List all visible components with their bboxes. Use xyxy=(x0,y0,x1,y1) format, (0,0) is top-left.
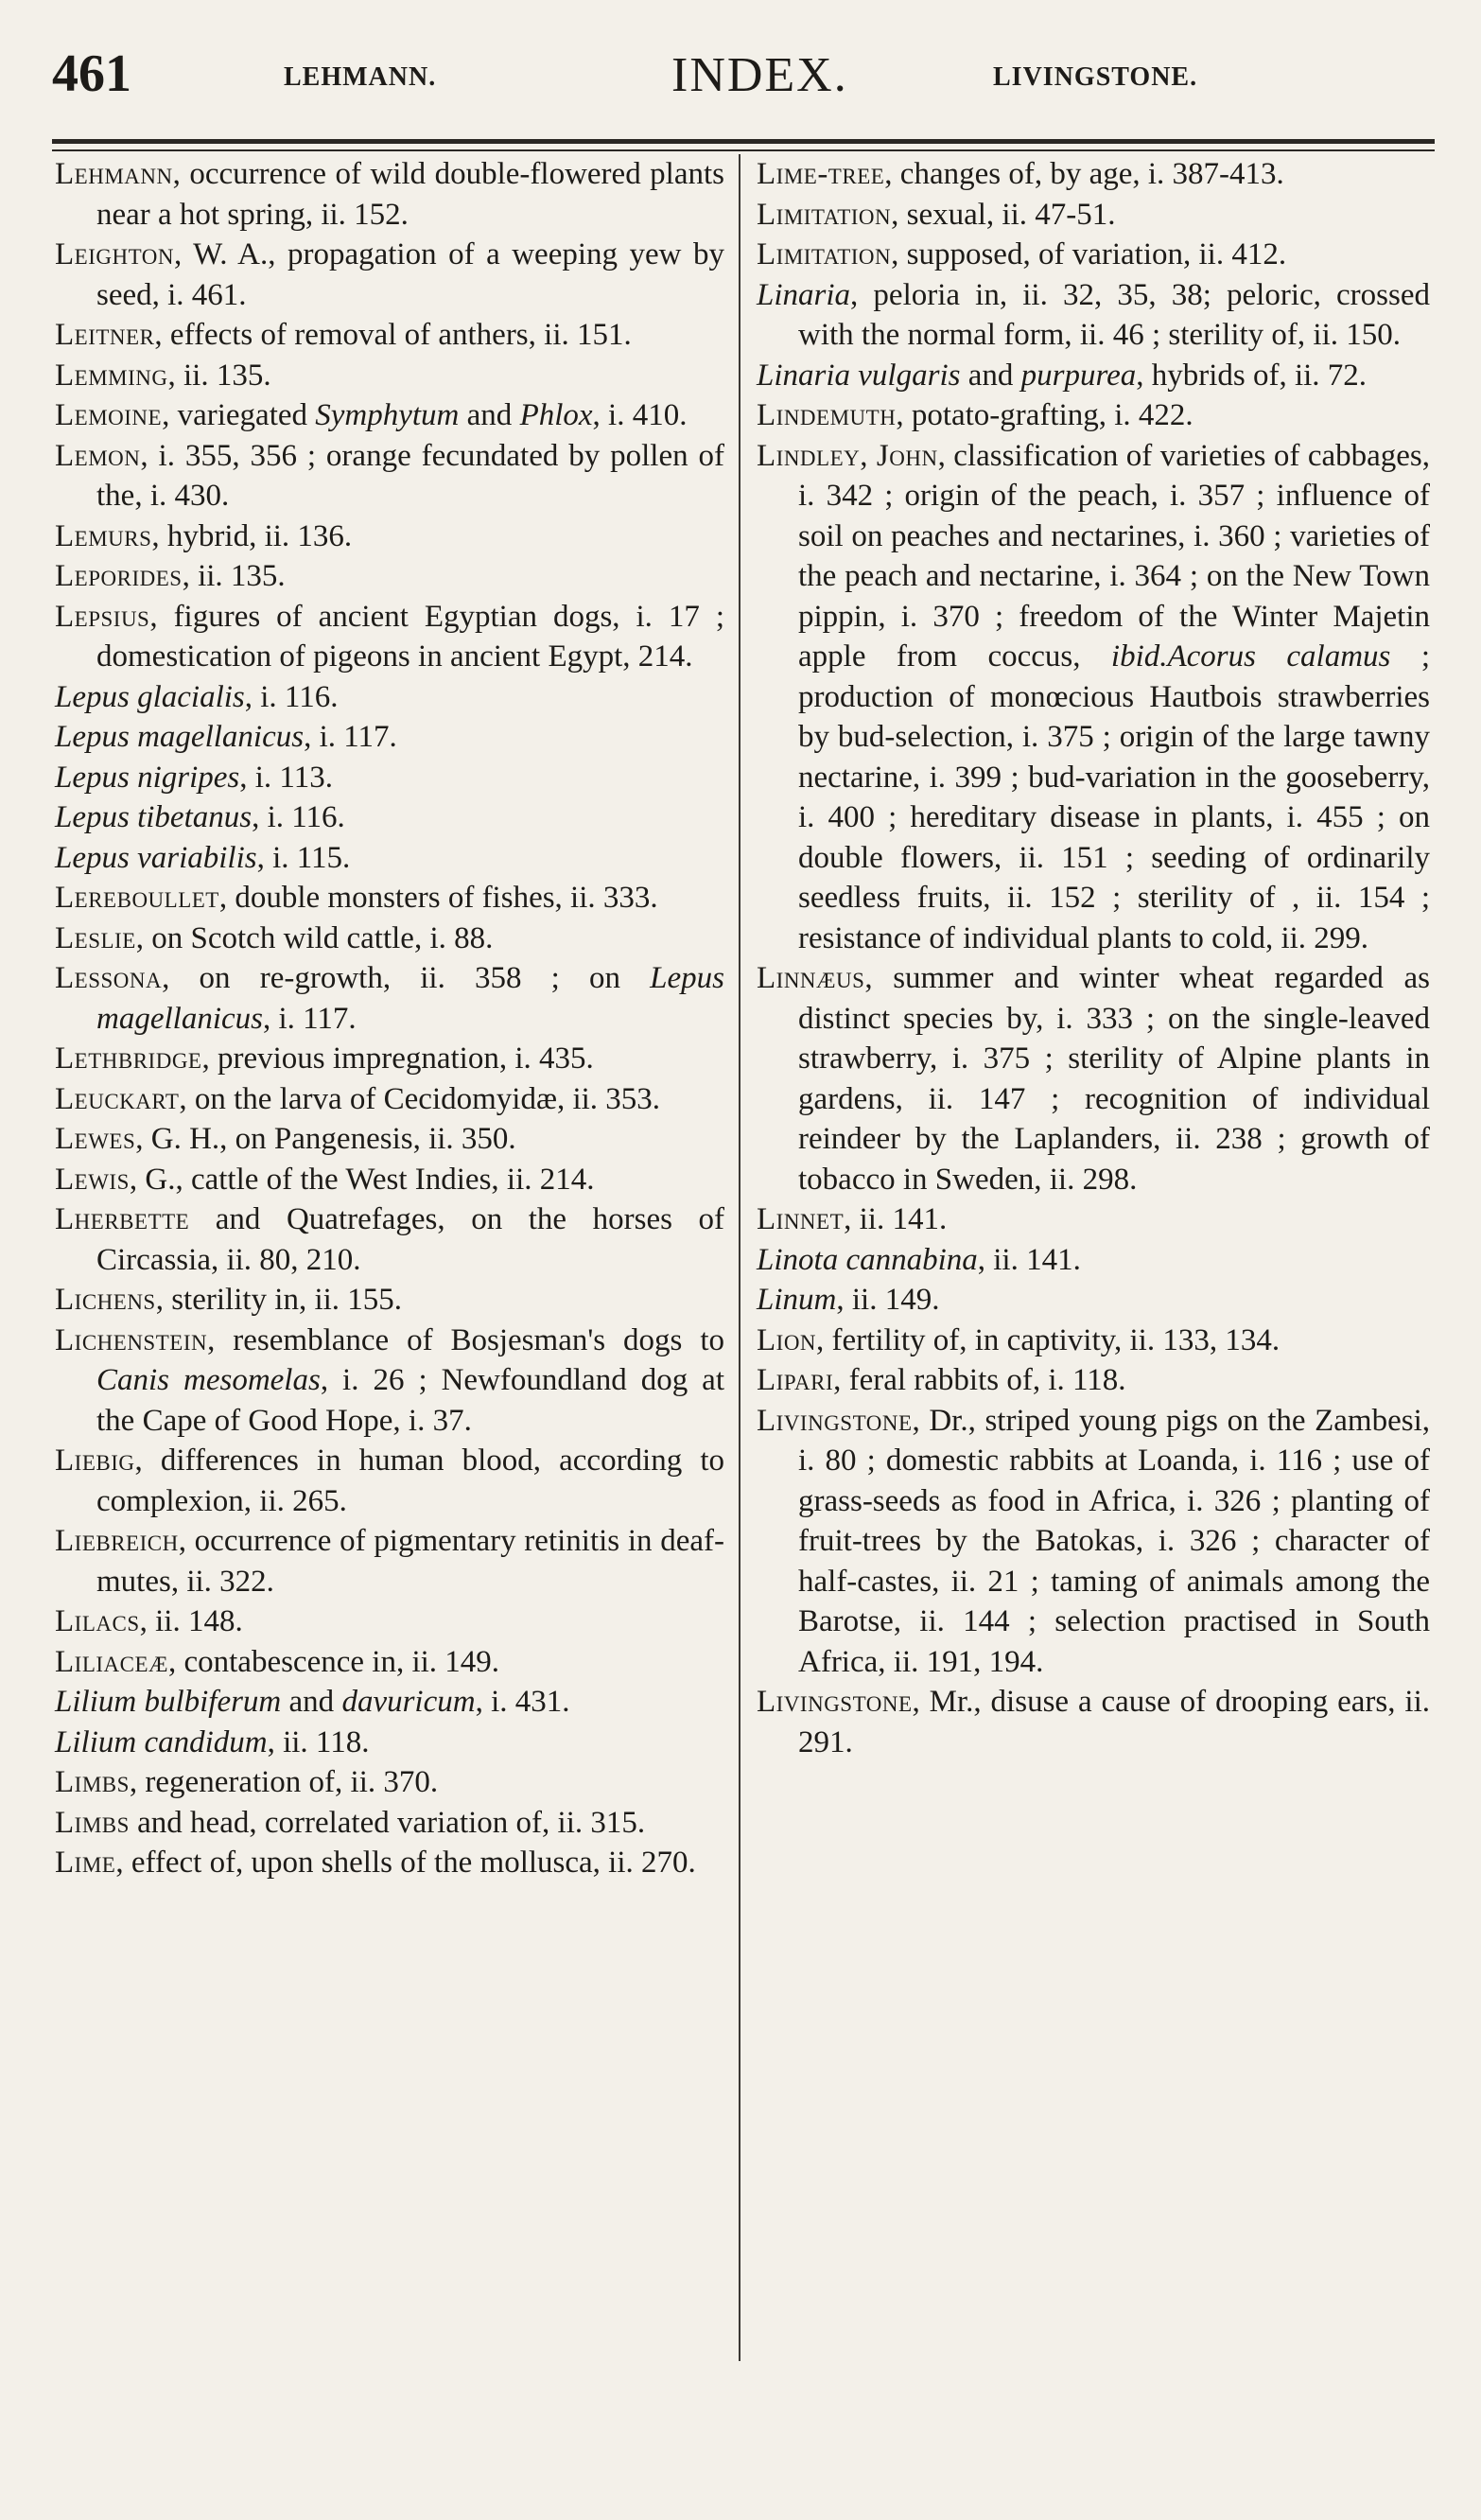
entry-italic-term: Linaria xyxy=(757,277,851,312)
entry-headword: Lewis xyxy=(55,1162,130,1197)
index-entry xyxy=(757,235,1430,275)
index-entry xyxy=(55,1723,724,1763)
index-entry xyxy=(757,1401,1430,1683)
left-index-column xyxy=(55,154,724,1883)
entry-text: , ii. 148. xyxy=(139,1604,243,1638)
entry-text: , fertility of, in captivity, ii. 133, 134. xyxy=(816,1322,1281,1357)
index-entry xyxy=(55,1642,724,1683)
index-entry xyxy=(55,1039,724,1079)
index-entry xyxy=(55,677,724,718)
entry-headword: Lichens xyxy=(55,1283,156,1317)
entry-text: , G. H., on Pangenesis, ii. 350. xyxy=(135,1122,516,1156)
index-entry xyxy=(55,958,724,1039)
index-entry xyxy=(55,154,724,235)
column-divider xyxy=(739,154,740,2361)
entry-text: , ii. 135. xyxy=(167,358,271,393)
entry-italic-term: Acorus calamus xyxy=(1167,639,1391,674)
index-entry xyxy=(757,154,1430,195)
index-entry xyxy=(757,1199,1430,1240)
right-index-column xyxy=(757,154,1430,1762)
entry-text: , figures of ancient Egyptian dogs, i. 17 ; domestication of pigeons in ancient Egypt, 214. xyxy=(96,599,724,674)
index-entry xyxy=(757,356,1430,396)
index-entry xyxy=(55,597,724,677)
entry-headword: Liliaceæ xyxy=(55,1644,168,1679)
index-entry xyxy=(55,919,724,959)
index-entry xyxy=(55,1199,724,1280)
entry-headword: Limbs xyxy=(55,1805,130,1840)
entry-text: , i. 113. xyxy=(239,760,333,795)
index-entry xyxy=(757,1321,1430,1361)
entry-text: , double monsters of fishes, ii. 333. xyxy=(218,881,658,915)
entry-text: , feral rabbits of, i. 118. xyxy=(833,1363,1126,1397)
entry-text: , variegated xyxy=(162,398,316,432)
entry-text: , ii. 118. xyxy=(267,1724,370,1759)
index-entry xyxy=(55,1079,724,1120)
entry-text: , on Scotch wild cattle, i. 88. xyxy=(135,920,494,955)
header-rule-thin xyxy=(52,149,1435,151)
index-entry xyxy=(55,516,724,557)
entry-headword: Lindley, John xyxy=(757,438,938,473)
index-entry xyxy=(55,315,724,356)
entry-text: , sterility in, ii. 155. xyxy=(155,1283,403,1317)
entry-text: , occurrence of wild double-flowered plants near a hot spring, ii. 152. xyxy=(96,157,724,232)
entry-headword: Lereboullet xyxy=(55,881,219,915)
entry-italic-term: Lepus nigripes xyxy=(55,760,240,795)
entry-headword: Limitation xyxy=(757,197,892,232)
index-entry xyxy=(55,1601,724,1642)
index-entry xyxy=(757,958,1430,1199)
entry-text: , i. 117. xyxy=(304,720,397,754)
entry-italic-term: Symphytum xyxy=(315,398,460,432)
entry-italic-term: Lepus magellanicus xyxy=(55,720,305,754)
entry-text: , effect of, upon shells of the mollusca, ii. 270. xyxy=(115,1846,696,1880)
index-entry xyxy=(757,275,1430,356)
index-entry xyxy=(55,1843,724,1883)
entry-headword: Livingstone xyxy=(757,1685,913,1719)
entry-italic-term: Linota cannabina xyxy=(757,1242,978,1277)
index-entry xyxy=(757,195,1430,236)
entry-headword: Leitner xyxy=(55,318,155,352)
header-rule-thick xyxy=(52,139,1435,144)
index-entry xyxy=(55,1762,724,1803)
entry-text: and xyxy=(960,358,1021,393)
entry-text: , W. A., propagation of a weeping yew by seed, i. 461. xyxy=(96,237,724,312)
entry-headword: Lewes xyxy=(55,1122,136,1156)
entry-headword: Livingstone xyxy=(757,1403,913,1438)
entry-italic-term: Linaria vulgaris xyxy=(757,358,961,393)
entry-italic-term: Lepus tibetanus xyxy=(55,800,253,834)
entry-headword: Limbs xyxy=(55,1765,130,1799)
index-entry xyxy=(757,1240,1430,1281)
entry-headword: Linnet xyxy=(757,1202,845,1236)
entry-headword: Lepsius xyxy=(55,599,150,634)
entry-text: , previous impregnation, i. 435. xyxy=(201,1041,594,1076)
right-running-headword: LIVINGSTONE. xyxy=(993,62,1198,92)
entry-text: , occurrence of pigmentary retinitis in deaf-mutes, ii. 322. xyxy=(96,1524,724,1599)
entry-text: , classification of varieties of cabbages, i. 342 ; origin of the peach, i. 357 ; influence of soil on peaches and nectarines, i. 360 ; varieties of the peach and nectarine, i. 364 ; on the New Town pippin, i. 370 ; freedom of the Winter Majetin apple from coccus, xyxy=(798,438,1430,674)
entry-headword: Lehmann xyxy=(55,157,173,191)
index-entry xyxy=(55,395,724,436)
entry-text: , G., cattle of the West Indies, ii. 214. xyxy=(129,1162,595,1197)
index-entry xyxy=(757,1682,1430,1762)
running-head xyxy=(52,44,1429,115)
index-entry xyxy=(55,838,724,879)
entry-headword: Lemon xyxy=(55,438,141,473)
index-entry xyxy=(55,1441,724,1521)
entry-italic-term: Linum xyxy=(757,1283,837,1317)
index-entry xyxy=(55,235,724,315)
index-entry xyxy=(55,1160,724,1200)
entry-text: , Mr., disuse a cause of drooping ears, ii. 291. xyxy=(798,1685,1430,1759)
index-entry xyxy=(55,1682,724,1723)
entry-text: , on re-growth, ii. 358 ; on xyxy=(162,961,651,995)
index-entry xyxy=(55,436,724,516)
index-entry xyxy=(55,556,724,597)
index-entry xyxy=(55,797,724,838)
page-number: 461 xyxy=(52,44,131,103)
entry-italic-term: davuricum xyxy=(341,1685,476,1719)
entry-text: , hybrids of, ii. 72. xyxy=(1136,358,1368,393)
entry-italic-term: purpurea xyxy=(1020,358,1137,393)
entry-headword: Lipari xyxy=(757,1363,834,1397)
index-entry xyxy=(55,1321,724,1442)
entry-italic-term: Phlox xyxy=(519,398,593,432)
index-entry xyxy=(757,436,1430,959)
entry-text: , i. 26 ; Newfoundland dog at the Cape of Good Hope, i. 37. xyxy=(96,1363,724,1438)
entry-headword: Lichenstein xyxy=(55,1322,208,1357)
entry-text: , resemblance of Bosjesman's dogs to xyxy=(207,1322,724,1357)
entry-headword: Lion xyxy=(757,1322,817,1357)
entry-italic-term: Lepus variabilis xyxy=(55,840,257,875)
entry-text: , i. 117. xyxy=(262,1001,357,1036)
entry-text: , sexual, ii. 47-51. xyxy=(891,197,1116,232)
entry-text: , changes of, by age, i. 387-413. xyxy=(884,157,1284,191)
index-entry xyxy=(55,1803,724,1844)
entry-text: and xyxy=(281,1685,342,1719)
entry-headword: Leporides xyxy=(55,559,183,593)
entry-headword: Lessona xyxy=(55,961,163,995)
entry-text: , i. 431. xyxy=(475,1685,570,1719)
entry-text: and head, correlated variation of, ii. 315. xyxy=(129,1805,646,1840)
entry-text: , peloria in, ii. 32, 35, 38; peloric, crossed with the normal form, ii. 46 ; sterility of, ii. 150. xyxy=(798,277,1430,352)
index-entry xyxy=(55,1280,724,1321)
index-entry xyxy=(757,1280,1430,1321)
entry-text: , i. 115. xyxy=(256,840,351,875)
entry-italic-term: ibid. xyxy=(1110,639,1168,674)
entry-text: , ii. 154 ; resistance of individual plants to cold, ii. 299. xyxy=(798,881,1430,955)
entry-text: , i. 116. xyxy=(244,679,339,714)
index-entry xyxy=(757,1360,1430,1401)
entry-text: , effects of removal of anthers, ii. 151. xyxy=(154,318,632,352)
entry-headword: Liebig xyxy=(55,1444,135,1478)
entry-italic-term: Canis mesomelas xyxy=(96,1363,321,1397)
entry-text: ; production of monœcious Hautbois strawberries by bud-selection, i. 375 ; origin of the large tawny nectarine, i. 399 ; bud-variation in the gooseberry, i. 400 ; hereditary disease in plants, i. 455 ; on double flowers, ii. 151 ; seeding of ordinarily seedless fruits, ii. 152 ; sterility of xyxy=(798,639,1430,915)
entry-text: , supposed, of variation, ii. 412. xyxy=(891,237,1287,271)
index-entry xyxy=(55,758,724,798)
entry-headword: Liebreich xyxy=(55,1524,179,1558)
entry-text: and Quatrefages, on the horses of Circassia, ii. 80, 210. xyxy=(96,1202,724,1277)
entry-text: , i. 355, 356 ; orange fecundated by pollen of the, i. 430. xyxy=(96,438,724,513)
entry-headword: Lilacs xyxy=(55,1604,140,1638)
entry-headword: Limitation xyxy=(757,237,892,271)
entry-headword: Lemming xyxy=(55,358,168,393)
entry-text: , potato-grafting, i. 422. xyxy=(896,398,1194,432)
entry-text: , ii. 135. xyxy=(182,559,286,593)
entry-text: , regeneration of, ii. 370. xyxy=(129,1765,439,1799)
entry-italic-term: Lilium candidum xyxy=(55,1724,268,1759)
entry-headword: Leslie xyxy=(55,920,136,955)
entry-headword: Lime-tree xyxy=(757,157,885,191)
entry-headword: Linnæus xyxy=(757,961,865,995)
entry-text: , ii. 141. xyxy=(844,1202,948,1236)
entry-text: , Dr., striped young pigs on the Zambesi, i. 80 ; domestic rabbits at Loanda, i. 116 ; use of grass-seeds as food in Africa, i. 326 ; planting of fruit-trees by the Batokas, i. 326 ; character of half-castes, ii. 21 ; taming of animals among the Barotse, ii. 144 ; selection practised in South Africa, ii. 191, 194. xyxy=(798,1403,1430,1679)
entry-headword: Lindemuth xyxy=(757,398,897,432)
entry-text: , hybrid, ii. 136. xyxy=(151,518,353,553)
entry-headword: Lemoine xyxy=(55,398,163,432)
entry-text: , i. 116. xyxy=(252,800,345,834)
page-title: INDEX. xyxy=(671,48,848,102)
entry-headword: Leighton xyxy=(55,237,174,271)
entry-text: , on the larva of Cecidomyidæ, ii. 353. xyxy=(179,1081,661,1116)
entry-text: , contabescence in, ii. 149. xyxy=(167,1644,500,1679)
index-entry xyxy=(55,878,724,919)
entry-text: and xyxy=(459,398,520,432)
entry-text: , i. 410. xyxy=(592,398,688,432)
entry-headword: Lime xyxy=(55,1846,116,1880)
entry-headword: Lherbette xyxy=(55,1202,190,1236)
entry-text: , summer and winter wheat regarded as distinct species by, i. 333 ; on the single-leaved strawberry, i. 375 ; sterility of Alpine plants in gardens, ii. 147 ; recognition of individual reindeer by the Laplanders, ii. 238 ; growth of tobacco in Sweden, ii. 298. xyxy=(798,961,1430,1197)
entry-italic-term: Lepus magellanicus xyxy=(96,961,724,1036)
index-entry xyxy=(55,717,724,758)
index-entry xyxy=(55,1119,724,1160)
entry-italic-term: Lepus glacialis xyxy=(55,679,245,714)
entry-headword: Leuckart xyxy=(55,1081,180,1116)
index-entry xyxy=(55,1521,724,1601)
left-running-headword: LEHMANN. xyxy=(284,62,437,92)
entry-headword: Lethbridge xyxy=(55,1041,202,1076)
entry-text: , ii. 141. xyxy=(977,1242,1081,1277)
entry-italic-term: Lilium bulbiferum xyxy=(55,1685,282,1719)
entry-text: , ii. 149. xyxy=(836,1283,940,1317)
index-entry xyxy=(757,395,1430,436)
index-entry xyxy=(55,356,724,396)
entry-text: , differences in human blood, according to complexion, ii. 265. xyxy=(96,1444,724,1518)
entry-headword: Lemurs xyxy=(55,518,152,553)
